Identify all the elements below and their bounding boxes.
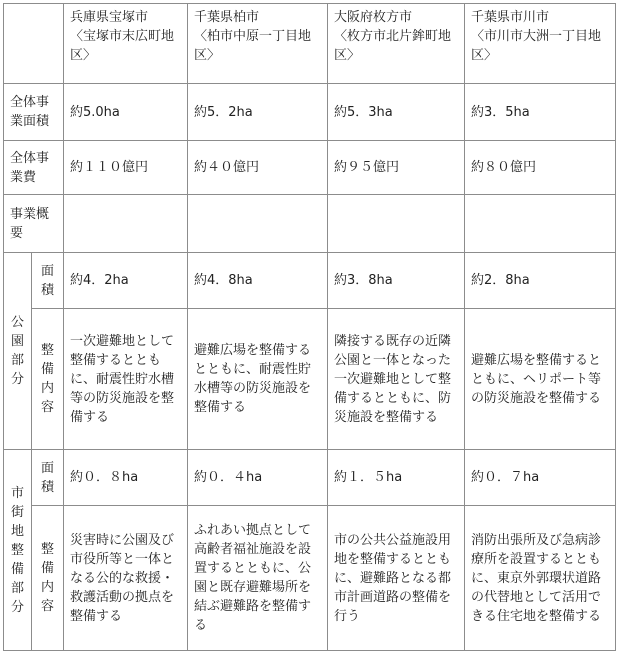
header-district: 〈市川市大洲一丁目地区〉 (471, 29, 602, 63)
sub-label-urban-area (32, 450, 64, 506)
header-pref-city: 大阪府枚方市 (334, 10, 413, 25)
total-area-cell: 約5.0ha (64, 84, 188, 141)
park-content-cell: 避難広場を整備するとともに、耐震性貯水槽等の防災施設を整備する (188, 309, 328, 450)
park-content-cell: 隣接する既存の近隣公園と一体となった一次避難地として整備するとともに、防災施設を整備する (328, 309, 465, 450)
total-cost-cell: 約１１０億円 (64, 141, 188, 195)
total-cost-cell: 約９５億円 (328, 141, 465, 195)
total-area-cell: 約5．2ha (188, 84, 328, 141)
park-area-cell: 約3．8ha (328, 253, 465, 309)
urban-content-cell: 災害時に公園及び市役所等と一体となる公的な救援・救護活動の拠点を整備する (64, 506, 188, 651)
header-row (4, 4, 616, 84)
header-pref-city: 兵庫県宝塚市 (70, 10, 149, 25)
overview-cell (328, 195, 465, 253)
park-area-cell: 約2．8ha (465, 253, 616, 309)
urban-area-cell: 約０．４ha (188, 450, 328, 506)
sub-label-urban-content (32, 506, 64, 651)
row-label-total-area: 全体事業面積 (4, 84, 64, 141)
row-label-total-cost: 全体事業費 (4, 141, 64, 195)
park-area-cell: 約4．2ha (64, 253, 188, 309)
park-content-cell: 避難広場を整備するとともに、ヘリポート等の防災施設を整備する (465, 309, 616, 450)
urban-area-cell: 約０．８ha (64, 450, 188, 506)
row-label-overview: 事業概要 (4, 195, 64, 253)
urban-content-cell: 消防出張所及び急病診療所を設置するとともに、東京外郭環状道路の代替地として活用できる住宅地を整備する (465, 506, 616, 651)
group-label-park (4, 253, 32, 450)
total-area-cell: 約5．3ha (328, 84, 465, 141)
total-area-cell: 約3．5ha (465, 84, 616, 141)
park-content-cell: 一次避難地として整備するとともに、耐震性貯水槽等の防災施設を整備する (64, 309, 188, 450)
header-hirakata (328, 4, 465, 84)
urban-area-row (4, 450, 616, 506)
corner-cell (4, 4, 64, 84)
total-area-row (4, 84, 616, 141)
group-label-text: 市街地整備部分 (10, 485, 24, 615)
park-content-row (4, 309, 616, 450)
header-kashiwa (188, 4, 328, 84)
urban-content-cell: ふれあい拠点として高齢者福祉施設を設置するとともに、公園と既存避難場所を結ぶ避難路を整備する (188, 506, 328, 651)
group-label-text: 公園部分 (10, 315, 24, 387)
urban-content-cell: 市の公共公益施設用地を整備するとともに、避難路となる都市計画道路の整備を行う (328, 506, 465, 651)
project-table (3, 3, 616, 651)
sub-label-text: 面積 (40, 263, 54, 298)
header-pref-city: 千葉県柏市 (194, 10, 260, 25)
header-district: 〈柏市中原一丁目地区〉 (194, 29, 312, 63)
overview-cell (188, 195, 328, 253)
urban-area-cell: 約０．７ha (465, 450, 616, 506)
park-area-row (4, 253, 616, 309)
park-area-cell: 約4．8ha (188, 253, 328, 309)
sub-label-text: 整備内容 (40, 542, 54, 614)
header-takarazuka (64, 4, 188, 84)
header-pref-city: 千葉県市川市 (471, 10, 550, 25)
header-ichikawa (465, 4, 616, 84)
group-label-urban (4, 450, 32, 651)
overview-cell (465, 195, 616, 253)
total-cost-row (4, 141, 616, 195)
overview-cell (64, 195, 188, 253)
total-cost-cell: 約４０億円 (188, 141, 328, 195)
urban-area-cell: 約１．５ha (328, 450, 465, 506)
urban-content-row (4, 506, 616, 651)
sub-label-park-area (32, 253, 64, 309)
header-district: 〈枚方市北片鉾町地区〉 (334, 29, 452, 63)
overview-row (4, 195, 616, 253)
sub-label-park-content (32, 309, 64, 450)
header-district: 〈宝塚市末広町地区〉 (70, 29, 175, 63)
total-cost-cell: 約８０億円 (465, 141, 616, 195)
sub-label-text: 面積 (40, 460, 54, 495)
sub-label-text: 整備内容 (40, 343, 54, 415)
